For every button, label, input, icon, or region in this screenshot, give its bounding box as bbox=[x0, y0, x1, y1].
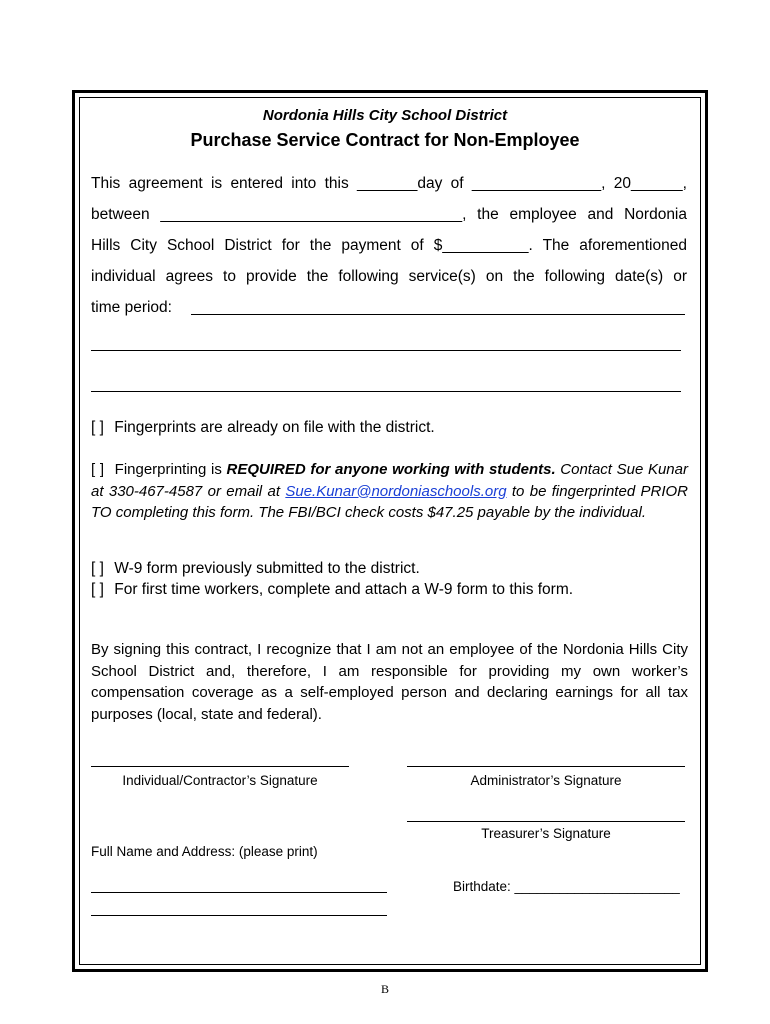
fingerprints-on-file-label: Fingerprints are already on file with the district. bbox=[114, 419, 435, 436]
fingerprinting-required-prefix: Fingerprinting is bbox=[114, 461, 227, 478]
agreement-line-4: individual agrees to provide the following service(s) on the following date(s) or bbox=[91, 268, 687, 285]
agreement-line-1: This agreement is entered into this _______day of _______________, 20______, bbox=[91, 175, 687, 192]
contractor-statement: By signing this contract, I recognize that I am not an employee of the Nordonia Hills City School District and, therefore, I am responsible for providing my own worker’s compensation coverage as a self-employed person and declaring earnings for all tax purposes (local, state and federal). bbox=[91, 641, 688, 723]
checkbox-bracket: [ ] bbox=[91, 560, 104, 577]
page-title: Purchase Service Contract for Non-Employee bbox=[190, 130, 580, 150]
contact-email-link[interactable]: Sue.Kunar@nordoniaschools.org bbox=[285, 482, 507, 500]
administrator-signature-label: Administrator’s Signature bbox=[470, 773, 622, 788]
district-name: Nordonia Hills City School District bbox=[262, 107, 508, 124]
checkbox-w9-submitted[interactable] bbox=[91, 560, 420, 578]
checkbox-fingerprinting-required[interactable]: [ ] bbox=[91, 461, 104, 478]
contact-text-1: Contact Sue Kunar at 330-467-4587 or email at bbox=[91, 461, 688, 500]
birthdate-field[interactable]: Birthdate: ______________________ bbox=[453, 879, 680, 894]
full-name-field[interactable] bbox=[91, 892, 387, 893]
time-period-field[interactable] bbox=[191, 314, 685, 315]
agreement-line-2: between ___________________________________, the employee and Nordonia bbox=[91, 206, 687, 223]
checkbox-w9-first-time[interactable] bbox=[91, 581, 573, 599]
checkbox-fingerprints-on-file[interactable] bbox=[91, 419, 435, 437]
time-period-field-line-3[interactable] bbox=[91, 391, 681, 392]
individual-signature-label: Individual/Contractor’s Signature bbox=[122, 773, 318, 788]
agreement-line-3: Hills City School District for the payment of $__________. The aforementioned bbox=[91, 237, 687, 254]
checkbox-bracket: [ ] bbox=[91, 419, 104, 436]
contact-text-2: to be fingerprinted PRIOR TO completing this form. The FBI/BCI check costs $47.25 payable by the individual. bbox=[91, 482, 689, 521]
w9-submitted-label: W-9 form previously submitted to the district. bbox=[114, 560, 420, 577]
w9-first-time-label: For first time workers, complete and attach a W-9 form to this form. bbox=[114, 581, 574, 598]
fingerprinting-required-emphasis: REQUIRED for anyone working with students. bbox=[226, 461, 556, 478]
treasurer-signature-label: Treasurer’s Signature bbox=[481, 826, 611, 841]
treasurer-signature-field[interactable] bbox=[407, 821, 685, 822]
time-period-field-line-2[interactable] bbox=[91, 350, 681, 351]
time-period-label: time period: bbox=[91, 299, 172, 316]
full-name-address-label: Full Name and Address: (please print) bbox=[91, 844, 318, 859]
administrator-signature-field[interactable] bbox=[407, 766, 685, 767]
address-field[interactable] bbox=[91, 915, 387, 916]
page-footer-mark: B bbox=[380, 982, 389, 996]
individual-signature-field[interactable] bbox=[91, 766, 349, 767]
fingerprinting-required-paragraph bbox=[91, 459, 688, 524]
checkbox-bracket: [ ] bbox=[91, 581, 104, 598]
